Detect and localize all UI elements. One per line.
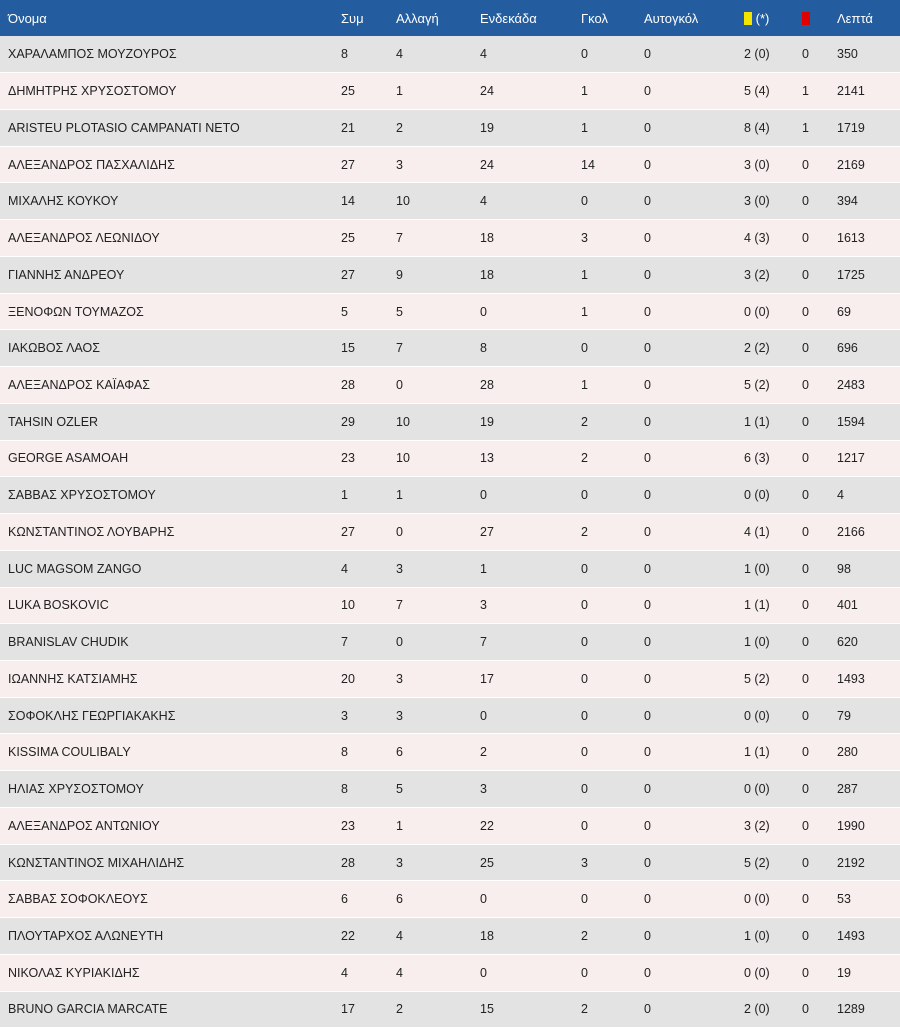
apps-cell: 5 xyxy=(333,293,388,330)
goals-cell: 2 xyxy=(573,514,636,551)
own-goals-cell: 0 xyxy=(636,109,736,146)
table-row xyxy=(0,146,900,183)
goals-cell: 0 xyxy=(573,624,636,661)
yellow-cards-cell: 3 (2) xyxy=(736,256,794,293)
table-row xyxy=(0,991,900,1028)
yellow-cards-cell: 0 (0) xyxy=(736,477,794,514)
red-card-icon xyxy=(802,12,810,25)
starts-cell: 0 xyxy=(472,954,573,991)
yellow-suffix: (*) xyxy=(755,10,770,26)
apps-cell: 28 xyxy=(333,367,388,404)
red-cards-cell: 0 xyxy=(794,256,829,293)
yellow-cards-cell: 0 (0) xyxy=(736,293,794,330)
yellow-cards-cell: 1 (0) xyxy=(736,624,794,661)
goals-cell: 0 xyxy=(573,734,636,771)
subs-cell: 4 xyxy=(388,954,472,991)
minutes-cell: 280 xyxy=(829,734,900,771)
own-goals-cell: 0 xyxy=(636,330,736,367)
minutes-cell: 1613 xyxy=(829,220,900,257)
starts-cell: 13 xyxy=(472,440,573,477)
minutes-cell: 350 xyxy=(829,36,900,73)
starts-cell: 8 xyxy=(472,330,573,367)
table-row xyxy=(0,918,900,955)
table-row xyxy=(0,954,900,991)
minutes-cell: 287 xyxy=(829,771,900,808)
red-cards-cell: 0 xyxy=(794,624,829,661)
starts-cell: 1 xyxy=(472,550,573,587)
apps-cell: 4 xyxy=(333,550,388,587)
own-goals-cell: 0 xyxy=(636,881,736,918)
table-row xyxy=(0,697,900,734)
starts-cell: 22 xyxy=(472,807,573,844)
player-name[interactable]: ΧΑΡΑΛΑΜΠΟΣ ΜΟΥΖΟΥΡΟΣ xyxy=(0,36,333,73)
yellow-cards-cell: 1 (1) xyxy=(736,734,794,771)
goals-cell: 0 xyxy=(573,954,636,991)
yellow-cards-cell: 5 (2) xyxy=(736,844,794,881)
player-name[interactable]: KISSIMA COULIBALY xyxy=(0,734,333,771)
yellow-cards-cell: 5 (2) xyxy=(736,367,794,404)
red-cards-cell: 0 xyxy=(794,36,829,73)
yellow-cards-cell: 2 (0) xyxy=(736,36,794,73)
player-name[interactable]: ΜΙΧΑΛΗΣ ΚΟΥΚΟΥ xyxy=(0,183,333,220)
red-cards-cell: 0 xyxy=(794,697,829,734)
subs-cell: 0 xyxy=(388,624,472,661)
player-name[interactable]: ΑΛΕΞΑΝΔΡΟΣ ΑΝΤΩΝΙΟΥ xyxy=(0,807,333,844)
starts-cell: 4 xyxy=(472,183,573,220)
minutes-cell: 79 xyxy=(829,697,900,734)
goals-cell: 0 xyxy=(573,183,636,220)
yellow-cards-cell: 6 (3) xyxy=(736,440,794,477)
player-name[interactable]: ΓΙΑΝΝΗΣ ΑΝΔΡΕΟΥ xyxy=(0,256,333,293)
own-goals-cell: 0 xyxy=(636,550,736,587)
table-row xyxy=(0,220,900,257)
goals-cell: 2 xyxy=(573,991,636,1028)
subs-cell: 9 xyxy=(388,256,472,293)
own-goals-cell: 0 xyxy=(636,220,736,257)
header-starts[interactable]: Ενδεκάδα xyxy=(480,10,537,26)
goals-cell: 3 xyxy=(573,220,636,257)
apps-cell: 8 xyxy=(333,36,388,73)
minutes-cell: 53 xyxy=(829,881,900,918)
player-name[interactable]: ARISTEU PLOTASIO CAMPANATI NETO xyxy=(0,109,333,146)
minutes-cell: 69 xyxy=(829,293,900,330)
apps-cell: 15 xyxy=(333,330,388,367)
subs-cell: 3 xyxy=(388,550,472,587)
red-cards-cell: 1 xyxy=(794,73,829,110)
goals-cell: 2 xyxy=(573,403,636,440)
table-row xyxy=(0,734,900,771)
yellow-cards-cell: 8 (4) xyxy=(736,109,794,146)
apps-cell: 27 xyxy=(333,146,388,183)
subs-cell: 4 xyxy=(388,918,472,955)
red-cards-cell: 0 xyxy=(794,918,829,955)
red-cards-cell: 0 xyxy=(794,403,829,440)
starts-cell: 25 xyxy=(472,844,573,881)
red-cards-cell: 0 xyxy=(794,183,829,220)
table-row xyxy=(0,807,900,844)
yellow-cards-cell: 3 (0) xyxy=(736,183,794,220)
table-body xyxy=(0,36,900,1028)
own-goals-cell: 0 xyxy=(636,918,736,955)
own-goals-cell: 0 xyxy=(636,36,736,73)
goals-cell: 0 xyxy=(573,697,636,734)
minutes-cell: 2192 xyxy=(829,844,900,881)
own-goals-cell: 0 xyxy=(636,697,736,734)
starts-cell: 15 xyxy=(472,991,573,1028)
apps-cell: 6 xyxy=(333,881,388,918)
red-cards-cell: 0 xyxy=(794,477,829,514)
subs-cell: 10 xyxy=(388,183,472,220)
apps-cell: 3 xyxy=(333,697,388,734)
own-goals-cell: 0 xyxy=(636,734,736,771)
own-goals-cell: 0 xyxy=(636,183,736,220)
table-row xyxy=(0,587,900,624)
subs-cell: 4 xyxy=(388,36,472,73)
minutes-cell: 401 xyxy=(829,587,900,624)
own-goals-cell: 0 xyxy=(636,771,736,808)
subs-cell: 1 xyxy=(388,73,472,110)
player-name[interactable]: ΝΙΚΟΛΑΣ ΚΥΡΙΑΚΙΔΗΣ xyxy=(0,954,333,991)
goals-cell: 0 xyxy=(573,330,636,367)
table-row xyxy=(0,844,900,881)
minutes-cell: 1493 xyxy=(829,918,900,955)
red-cards-cell: 0 xyxy=(794,734,829,771)
player-name[interactable]: ΔΗΜΗΤΡΗΣ ΧΡΥΣΟΣΤΟΜΟΥ xyxy=(0,73,333,110)
yellow-cards-cell: 3 (2) xyxy=(736,807,794,844)
player-name[interactable]: ΞΕΝΟΦΩΝ ΤΟΥΜΑΖΟΣ xyxy=(0,293,333,330)
header-yellow-cards[interactable] xyxy=(736,0,794,36)
player-name[interactable]: BRANISLAV CHUDIK xyxy=(0,624,333,661)
yellow-card-icon xyxy=(744,12,752,25)
player-name[interactable]: GEORGE ASAMOAH xyxy=(0,440,333,477)
subs-cell: 7 xyxy=(388,330,472,367)
starts-cell: 18 xyxy=(472,918,573,955)
starts-cell: 17 xyxy=(472,660,573,697)
red-cards-cell: 0 xyxy=(794,881,829,918)
own-goals-cell: 0 xyxy=(636,807,736,844)
apps-cell: 21 xyxy=(333,109,388,146)
yellow-cards-cell: 0 (0) xyxy=(736,697,794,734)
starts-cell: 4 xyxy=(472,36,573,73)
minutes-cell: 2483 xyxy=(829,367,900,404)
subs-cell: 1 xyxy=(388,477,472,514)
goals-cell: 1 xyxy=(573,73,636,110)
table-row xyxy=(0,109,900,146)
own-goals-cell: 0 xyxy=(636,991,736,1028)
header-apps[interactable]: Συμ xyxy=(341,10,364,26)
goals-cell: 1 xyxy=(573,256,636,293)
subs-cell: 7 xyxy=(388,587,472,624)
yellow-cards-cell: 5 (4) xyxy=(736,73,794,110)
subs-cell: 0 xyxy=(388,514,472,551)
minutes-cell: 19 xyxy=(829,954,900,991)
starts-cell: 3 xyxy=(472,771,573,808)
goals-cell: 0 xyxy=(573,881,636,918)
player-name[interactable]: LUKA BOSKOVIC xyxy=(0,587,333,624)
starts-cell: 24 xyxy=(472,73,573,110)
subs-cell: 2 xyxy=(388,991,472,1028)
minutes-cell: 2166 xyxy=(829,514,900,551)
own-goals-cell: 0 xyxy=(636,477,736,514)
own-goals-cell: 0 xyxy=(636,587,736,624)
goals-cell: 0 xyxy=(573,36,636,73)
player-name[interactable]: ΣΟΦΟΚΛΗΣ ΓΕΩΡΓΙΑΚΑΚΗΣ xyxy=(0,697,333,734)
yellow-cards-cell: 5 (2) xyxy=(736,660,794,697)
apps-cell: 7 xyxy=(333,624,388,661)
player-name[interactable]: ΑΛΕΞΑΝΔΡΟΣ ΛΕΩΝΙΔΟΥ xyxy=(0,220,333,257)
red-cards-cell: 0 xyxy=(794,146,829,183)
starts-cell: 19 xyxy=(472,403,573,440)
goals-cell: 0 xyxy=(573,587,636,624)
red-cards-cell: 0 xyxy=(794,844,829,881)
starts-cell: 28 xyxy=(472,367,573,404)
own-goals-cell: 0 xyxy=(636,293,736,330)
goals-cell: 0 xyxy=(573,550,636,587)
goals-cell: 0 xyxy=(573,477,636,514)
starts-cell: 0 xyxy=(472,477,573,514)
header-own-goals[interactable]: Αυτογκόλ xyxy=(644,10,699,26)
red-cards-cell: 0 xyxy=(794,440,829,477)
apps-cell: 17 xyxy=(333,991,388,1028)
subs-cell: 1 xyxy=(388,807,472,844)
red-cards-cell: 1 xyxy=(794,109,829,146)
subs-cell: 3 xyxy=(388,697,472,734)
apps-cell: 28 xyxy=(333,844,388,881)
goals-cell: 0 xyxy=(573,660,636,697)
yellow-cards-cell: 1 (0) xyxy=(736,918,794,955)
red-cards-cell: 0 xyxy=(794,991,829,1028)
minutes-cell: 1725 xyxy=(829,256,900,293)
apps-cell: 29 xyxy=(333,403,388,440)
starts-cell: 0 xyxy=(472,697,573,734)
starts-cell: 18 xyxy=(472,220,573,257)
table-row xyxy=(0,881,900,918)
player-name[interactable]: ΚΩΝΣΤΑΝΤΙΝΟΣ ΜΙΧΑΗΛΙΔΗΣ xyxy=(0,844,333,881)
red-cards-cell: 0 xyxy=(794,660,829,697)
player-name[interactable]: ΙΩΑΝΝΗΣ ΚΑΤΣΙΑΜΗΣ xyxy=(0,660,333,697)
table-row xyxy=(0,330,900,367)
yellow-cards-cell: 0 (0) xyxy=(736,881,794,918)
minutes-cell: 1719 xyxy=(829,109,900,146)
subs-cell: 3 xyxy=(388,844,472,881)
starts-cell: 19 xyxy=(472,109,573,146)
subs-cell: 6 xyxy=(388,734,472,771)
own-goals-cell: 0 xyxy=(636,146,736,183)
own-goals-cell: 0 xyxy=(636,367,736,404)
apps-cell: 23 xyxy=(333,807,388,844)
starts-cell: 27 xyxy=(472,514,573,551)
red-cards-cell: 0 xyxy=(794,293,829,330)
table-row xyxy=(0,293,900,330)
own-goals-cell: 0 xyxy=(636,624,736,661)
own-goals-cell: 0 xyxy=(636,403,736,440)
subs-cell: 3 xyxy=(388,146,472,183)
own-goals-cell: 0 xyxy=(636,844,736,881)
yellow-cards-cell: 1 (1) xyxy=(736,403,794,440)
apps-cell: 25 xyxy=(333,220,388,257)
table-row xyxy=(0,440,900,477)
red-cards-cell: 0 xyxy=(794,330,829,367)
subs-cell: 5 xyxy=(388,771,472,808)
minutes-cell: 696 xyxy=(829,330,900,367)
starts-cell: 7 xyxy=(472,624,573,661)
yellow-cards-cell: 2 (2) xyxy=(736,330,794,367)
header-name[interactable]: Όνομα xyxy=(8,10,47,26)
table-row xyxy=(0,403,900,440)
table-row xyxy=(0,550,900,587)
subs-cell: 2 xyxy=(388,109,472,146)
subs-cell: 10 xyxy=(388,440,472,477)
goals-cell: 1 xyxy=(573,293,636,330)
own-goals-cell: 0 xyxy=(636,256,736,293)
goals-cell: 2 xyxy=(573,918,636,955)
player-name[interactable]: ΚΩΝΣΤΑΝΤΙΝΟΣ ΛΟΥΒΑΡΗΣ xyxy=(0,514,333,551)
table-row xyxy=(0,514,900,551)
minutes-cell: 394 xyxy=(829,183,900,220)
yellow-cards-cell: 2 (0) xyxy=(736,991,794,1028)
apps-cell: 25 xyxy=(333,73,388,110)
yellow-cards-cell: 1 (0) xyxy=(736,550,794,587)
header-minutes[interactable]: Λεπτά xyxy=(837,10,873,26)
player-name[interactable]: ΑΛΕΞΑΝΔΡΟΣ ΠΑΣΧΑΛΙΔΗΣ xyxy=(0,146,333,183)
table-row xyxy=(0,477,900,514)
red-cards-cell: 0 xyxy=(794,367,829,404)
goals-cell: 0 xyxy=(573,807,636,844)
minutes-cell: 2141 xyxy=(829,73,900,110)
goals-cell: 3 xyxy=(573,844,636,881)
red-cards-cell: 0 xyxy=(794,587,829,624)
player-name[interactable]: ΣΑΒΒΑΣ ΣΟΦΟΚΛΕΟΥΣ xyxy=(0,881,333,918)
table-header-row xyxy=(0,0,900,36)
minutes-cell: 2169 xyxy=(829,146,900,183)
starts-cell: 3 xyxy=(472,587,573,624)
apps-cell: 23 xyxy=(333,440,388,477)
header-subs[interactable]: Αλλαγή xyxy=(396,10,439,26)
subs-cell: 3 xyxy=(388,660,472,697)
yellow-cards-cell: 0 (0) xyxy=(736,771,794,808)
subs-cell: 0 xyxy=(388,367,472,404)
subs-cell: 10 xyxy=(388,403,472,440)
red-cards-cell: 0 xyxy=(794,514,829,551)
minutes-cell: 1289 xyxy=(829,991,900,1028)
own-goals-cell: 0 xyxy=(636,73,736,110)
subs-cell: 5 xyxy=(388,293,472,330)
minutes-cell: 1990 xyxy=(829,807,900,844)
yellow-cards-cell: 1 (1) xyxy=(736,587,794,624)
subs-cell: 6 xyxy=(388,881,472,918)
player-name[interactable]: ΙΑΚΩΒΟΣ ΛΑΟΣ xyxy=(0,330,333,367)
apps-cell: 20 xyxy=(333,660,388,697)
starts-cell: 0 xyxy=(472,881,573,918)
yellow-cards-cell: 3 (0) xyxy=(736,146,794,183)
own-goals-cell: 0 xyxy=(636,440,736,477)
subs-cell: 7 xyxy=(388,220,472,257)
yellow-cards-cell: 0 (0) xyxy=(736,954,794,991)
goals-cell: 0 xyxy=(573,771,636,808)
table-row xyxy=(0,660,900,697)
red-cards-cell: 0 xyxy=(794,807,829,844)
red-cards-cell: 0 xyxy=(794,771,829,808)
goals-cell: 14 xyxy=(573,146,636,183)
apps-cell: 8 xyxy=(333,771,388,808)
own-goals-cell: 0 xyxy=(636,514,736,551)
starts-cell: 18 xyxy=(472,256,573,293)
table-row xyxy=(0,256,900,293)
own-goals-cell: 0 xyxy=(636,954,736,991)
starts-cell: 24 xyxy=(472,146,573,183)
apps-cell: 22 xyxy=(333,918,388,955)
minutes-cell: 4 xyxy=(829,477,900,514)
table-row xyxy=(0,183,900,220)
yellow-cards-cell: 4 (1) xyxy=(736,514,794,551)
header-goals[interactable]: Γκολ xyxy=(581,10,608,26)
red-cards-cell: 0 xyxy=(794,220,829,257)
minutes-cell: 1594 xyxy=(829,403,900,440)
apps-cell: 8 xyxy=(333,734,388,771)
player-name[interactable]: ΑΛΕΞΑΝΔΡΟΣ ΚΑΪΑΦΑΣ xyxy=(0,367,333,404)
minutes-cell: 98 xyxy=(829,550,900,587)
apps-cell: 4 xyxy=(333,954,388,991)
own-goals-cell: 0 xyxy=(636,660,736,697)
apps-cell: 27 xyxy=(333,256,388,293)
table-row xyxy=(0,36,900,73)
starts-cell: 2 xyxy=(472,734,573,771)
apps-cell: 10 xyxy=(333,587,388,624)
table-row xyxy=(0,624,900,661)
apps-cell: 14 xyxy=(333,183,388,220)
player-name[interactable]: ΣΑΒΒΑΣ ΧΡΥΣΟΣΤΟΜΟΥ xyxy=(0,477,333,514)
goals-cell: 2 xyxy=(573,440,636,477)
table-row xyxy=(0,367,900,404)
yellow-cards-cell: 4 (3) xyxy=(736,220,794,257)
minutes-cell: 1217 xyxy=(829,440,900,477)
minutes-cell: 1493 xyxy=(829,660,900,697)
player-name[interactable]: TAHSIN OZLER xyxy=(0,403,333,440)
player-name[interactable]: LUC MAGSOM ZANGO xyxy=(0,550,333,587)
player-name[interactable]: ΠΛΟΥΤΑΡΧΟΣ ΑΛΩΝΕΥΤΗ xyxy=(0,918,333,955)
goals-cell: 1 xyxy=(573,367,636,404)
table-row xyxy=(0,73,900,110)
apps-cell: 1 xyxy=(333,477,388,514)
player-name[interactable]: ΗΛΙΑΣ ΧΡΥΣΟΣΤΟΜΟΥ xyxy=(0,771,333,808)
starts-cell: 0 xyxy=(472,293,573,330)
goals-cell: 1 xyxy=(573,109,636,146)
minutes-cell: 620 xyxy=(829,624,900,661)
apps-cell: 27 xyxy=(333,514,388,551)
red-cards-cell: 0 xyxy=(794,550,829,587)
player-name[interactable]: BRUNO GARCIA MARCATE xyxy=(0,991,333,1028)
table-row xyxy=(0,771,900,808)
header-red-cards[interactable] xyxy=(794,0,829,36)
red-cards-cell: 0 xyxy=(794,954,829,991)
